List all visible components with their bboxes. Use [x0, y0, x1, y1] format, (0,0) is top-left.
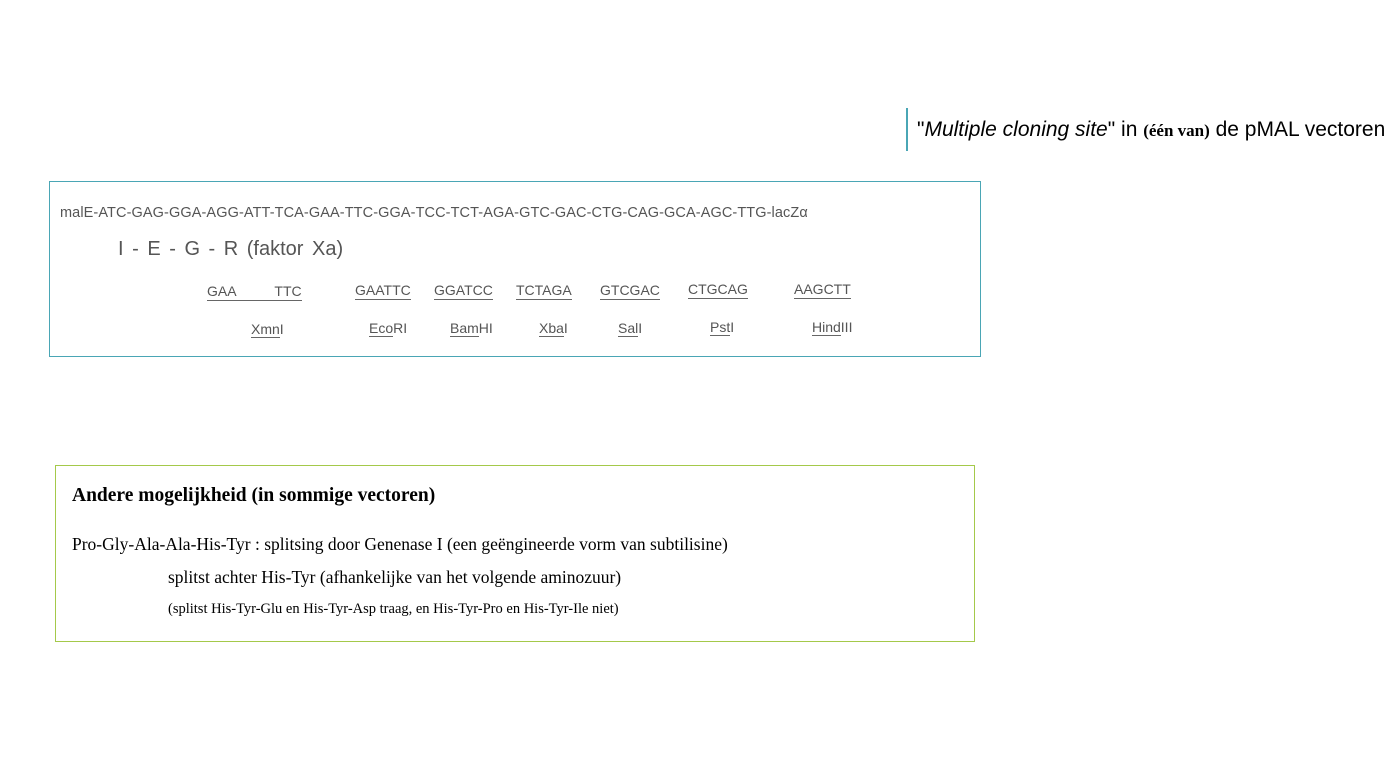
amino-acid-sequence: I - E - G - R (faktor Xa)	[118, 238, 344, 260]
site-xmni: GAA TTC	[207, 283, 302, 299]
site-xbai: TCTAGA	[516, 282, 572, 298]
enzyme-hindiii: HindIII	[812, 319, 853, 335]
title-box	[906, 108, 1385, 151]
title-quote-open: "	[917, 118, 925, 141]
enzyme-ecori: EcoRI	[369, 320, 408, 336]
site-ecori: GAATTC	[355, 282, 411, 298]
alternative-line-2: splitst achter His-Tyr (afhankelijke van het volgende aminozuur)	[168, 567, 622, 587]
alternative-line-3: (splitst His-Tyr-Glu en His-Tyr-Asp traag, en His-Tyr-Pro en His-Tyr-Ile niet)	[168, 601, 619, 617]
site-bamhi: GGATCC	[434, 282, 493, 298]
title-quote-close: " in	[1107, 118, 1144, 141]
alternative-heading: Andere mogelijkheid (in sommige vectoren)	[72, 485, 436, 506]
sequence-box	[49, 181, 981, 357]
site-sali: GTCGAC	[600, 282, 660, 298]
enzyme-sali: SalI	[618, 320, 643, 336]
alternative-box	[55, 465, 975, 642]
slide-title	[917, 118, 1385, 143]
enzyme-psti: PstI	[710, 319, 735, 335]
site-psti: CTGCAG	[688, 281, 748, 297]
title-bold-part: (één van)	[1143, 121, 1210, 140]
alternative-line-1: Pro-Gly-Ala-Ala-His-Tyr : splitsing door Genenase I (een geëngineerde vorm van subtilisine)	[72, 534, 728, 554]
enzyme-xmni: XmnI	[251, 321, 284, 337]
dna-sequence: malE-ATC-GAG-GGA-AGG-ATT-TCA-GAA-TTC-GGA-TCC-TCT-AGA-GTC-GAC-CTG-CAG-GCA-AGC-TTG-lacZα	[60, 205, 808, 221]
title-italic-part: Multiple cloning site	[924, 118, 1108, 141]
site-hindiii: AAGCTT	[794, 281, 851, 297]
title-rest: de pMAL vectoren	[1209, 118, 1385, 141]
enzyme-bamhi: BamHI	[450, 320, 493, 336]
enzyme-xbai: XbaI	[539, 320, 568, 336]
